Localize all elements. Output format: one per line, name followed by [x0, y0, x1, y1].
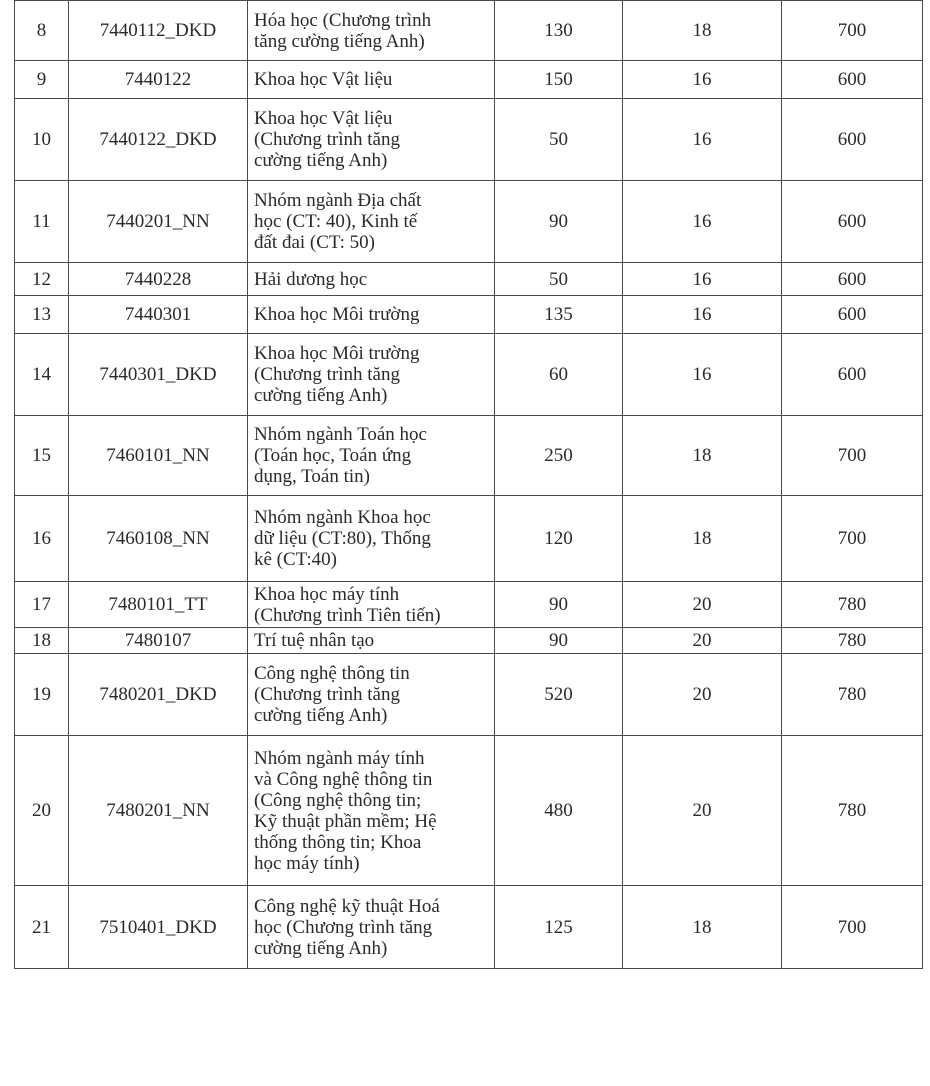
row-number-cell: 16: [15, 496, 69, 582]
program-name-line: cường tiếng Anh): [254, 937, 388, 959]
quota-cell: 150: [495, 61, 623, 99]
table-row: [15, 1, 923, 61]
program-name-line: (Chương trình tăng: [254, 364, 400, 385]
program-name-line: Khoa học Môi trường: [254, 304, 420, 325]
program-name-line: Khoa học Vật liệu: [254, 108, 393, 129]
min-score-cell: 18: [623, 416, 782, 496]
admissions-table: [14, 0, 923, 969]
row-number-cell: 9: [15, 61, 69, 99]
program-name-cell: [248, 654, 495, 736]
min-score-cell: 16: [623, 61, 782, 99]
row-number-cell: 20: [15, 736, 69, 886]
program-name-cell: [248, 736, 495, 886]
program-code-cell: 7440112_DKD: [69, 1, 248, 61]
quota-cell: 90: [495, 181, 623, 263]
program-name-line: học (CT: 40), Kinh tế: [254, 211, 418, 232]
row-number-cell: 21: [15, 886, 69, 969]
table-row: [15, 181, 923, 263]
quota-cell: 120: [495, 496, 623, 582]
quota-cell: 50: [495, 263, 623, 296]
program-name-line: tăng cường tiếng Anh): [254, 30, 425, 52]
fee-cell: 700: [782, 886, 923, 969]
program-code-cell: 7440301: [69, 296, 248, 334]
program-name-line: Khoa học Môi trường: [254, 343, 420, 364]
quota-cell: 125: [495, 886, 623, 969]
program-name-line: Hải dương học: [254, 268, 368, 290]
fee-cell: 600: [782, 263, 923, 296]
row-number-cell: 11: [15, 181, 69, 263]
min-score-cell: 18: [623, 1, 782, 61]
table-row: [15, 654, 923, 736]
table-row: [15, 296, 923, 334]
min-score-cell: 18: [623, 886, 782, 969]
program-name-line: Khoa học máy tính: [254, 583, 400, 605]
program-code-cell: 7480107: [69, 628, 248, 654]
quota-cell: 250: [495, 416, 623, 496]
program-name-cell: [248, 263, 495, 296]
quota-cell: 135: [495, 296, 623, 334]
program-name-line: Hóa học (Chương trình: [254, 9, 432, 31]
program-code-cell: 7440122_DKD: [69, 99, 248, 181]
min-score-cell: 20: [623, 654, 782, 736]
table-row: [15, 736, 923, 886]
program-name-line: cường tiếng Anh): [254, 705, 388, 726]
row-number-cell: 14: [15, 334, 69, 416]
table-row: [15, 628, 923, 654]
program-name-cell: [248, 1, 495, 61]
program-name-cell: [248, 886, 495, 969]
admissions-table-body: [15, 0, 923, 969]
program-name-line: dữ liệu (CT:80), Thống: [254, 528, 431, 549]
program-code-cell: 7480201_DKD: [69, 654, 248, 736]
program-name-cell: [248, 296, 495, 334]
fee-cell: 600: [782, 61, 923, 99]
row-number-cell: 19: [15, 654, 69, 736]
program-name-cell: [248, 416, 495, 496]
program-code-cell: 7440228: [69, 263, 248, 296]
fee-cell: 600: [782, 181, 923, 263]
program-name-cell: [248, 61, 495, 99]
table-row: [15, 61, 923, 99]
row-number-cell: 12: [15, 263, 69, 296]
program-name-line: dụng, Toán tin): [254, 466, 371, 487]
min-score-cell: 16: [623, 181, 782, 263]
min-score-cell: 20: [623, 736, 782, 886]
program-name-line: Khoa học Vật liệu: [254, 69, 393, 90]
quota-cell: 90: [495, 582, 623, 628]
program-name-line: kê (CT:40): [254, 549, 337, 570]
program-name-line: Trí tuệ nhân tạo: [254, 630, 375, 651]
table-row: [15, 263, 923, 296]
program-code-cell: 7440201_NN: [69, 181, 248, 263]
program-name-line: và Công nghệ thông tin: [254, 768, 433, 790]
program-code-cell: 7480101_TT: [69, 582, 248, 628]
program-code-cell: 7510401_DKD: [69, 886, 248, 969]
program-name-line: Công nghệ kỹ thuật Hoá: [254, 895, 440, 917]
program-name-cell: [248, 582, 495, 628]
program-name-line: (Chương trình tăng: [254, 684, 400, 705]
program-name-line: thống thông tin; Khoa: [254, 831, 422, 853]
row-number-cell: 13: [15, 296, 69, 334]
row-number-cell: 8: [15, 1, 69, 61]
fee-cell: 600: [782, 334, 923, 416]
fee-cell: 600: [782, 99, 923, 181]
row-number-cell: 10: [15, 99, 69, 181]
quota-cell: 90: [495, 628, 623, 654]
program-name-line: Nhóm ngành máy tính: [254, 747, 425, 769]
program-name-line: Nhóm ngành Địa chất: [254, 190, 422, 211]
program-name-cell: [248, 628, 495, 654]
program-name-line: cường tiếng Anh): [254, 385, 388, 406]
fee-cell: 700: [782, 1, 923, 61]
fee-cell: 780: [782, 736, 923, 886]
program-name-line: (Toán học, Toán ứng: [254, 445, 412, 466]
fee-cell: 780: [782, 654, 923, 736]
program-name-line: Công nghệ thông tin: [254, 663, 410, 684]
table-row: [15, 582, 923, 628]
program-name-cell: [248, 181, 495, 263]
quota-cell: 520: [495, 654, 623, 736]
program-name-cell: [248, 99, 495, 181]
min-score-cell: 16: [623, 334, 782, 416]
min-score-cell: 16: [623, 99, 782, 181]
program-name-line: (Chương trình tăng: [254, 129, 400, 150]
min-score-cell: 20: [623, 628, 782, 654]
table-row: [15, 416, 923, 496]
quota-cell: 480: [495, 736, 623, 886]
min-score-cell: 18: [623, 496, 782, 582]
fee-cell: 780: [782, 582, 923, 628]
program-name-line: học máy tính): [254, 852, 360, 874]
fee-cell: 700: [782, 496, 923, 582]
program-name-line: (Công nghệ thông tin;: [254, 789, 422, 811]
program-name-cell: [248, 496, 495, 582]
row-number-cell: 18: [15, 628, 69, 654]
program-code-cell: 7460108_NN: [69, 496, 248, 582]
program-name-line: học (Chương trình tăng: [254, 916, 433, 938]
quota-cell: 60: [495, 334, 623, 416]
table-row: [15, 496, 923, 582]
program-name-cell: [248, 334, 495, 416]
program-name-line: Nhóm ngành Toán học: [254, 424, 427, 445]
program-code-cell: 7440122: [69, 61, 248, 99]
min-score-cell: 16: [623, 263, 782, 296]
program-name-line: Kỹ thuật phần mềm; Hệ: [254, 810, 437, 832]
quota-cell: 50: [495, 99, 623, 181]
program-name-line: cường tiếng Anh): [254, 150, 388, 171]
fee-cell: 700: [782, 416, 923, 496]
program-code-cell: 7460101_NN: [69, 416, 248, 496]
table-row: [15, 99, 923, 181]
row-number-cell: 17: [15, 582, 69, 628]
program-code-cell: 7440301_DKD: [69, 334, 248, 416]
fee-cell: 780: [782, 628, 923, 654]
min-score-cell: 16: [623, 296, 782, 334]
min-score-cell: 20: [623, 582, 782, 628]
row-number-cell: 15: [15, 416, 69, 496]
quota-cell: 130: [495, 1, 623, 61]
program-name-line: Nhóm ngành Khoa học: [254, 507, 431, 528]
fee-cell: 600: [782, 296, 923, 334]
program-name-line: (Chương trình Tiên tiến): [254, 604, 441, 626]
program-code-cell: 7480201_NN: [69, 736, 248, 886]
program-name-line: đất đai (CT: 50): [254, 232, 375, 253]
table-row: [15, 334, 923, 416]
table-row: [15, 886, 923, 969]
